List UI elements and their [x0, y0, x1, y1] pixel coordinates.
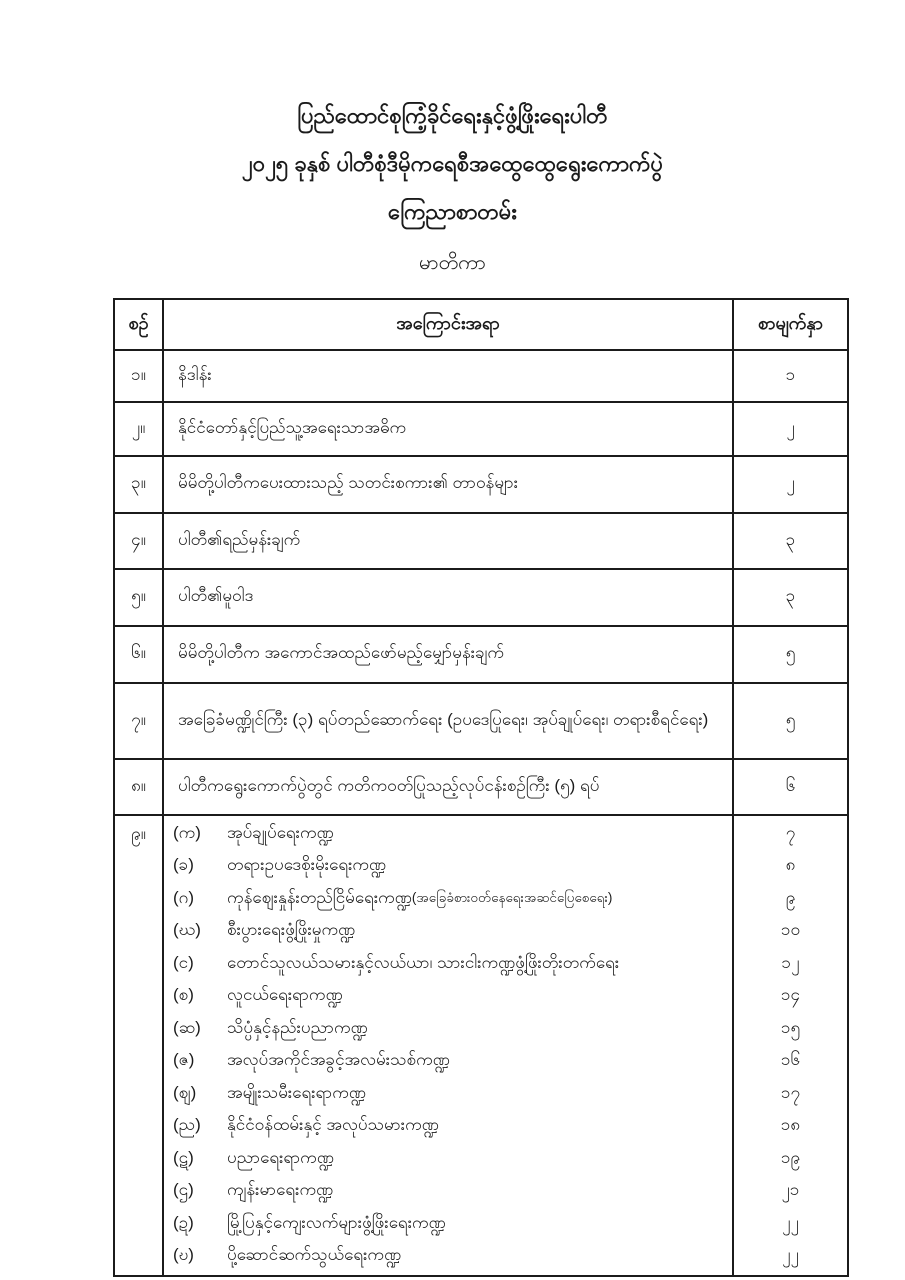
row-page: ၃	[733, 569, 848, 626]
section-item	[173, 948, 722, 981]
section-item-prefix: (ဂ)	[173, 887, 195, 907]
row-page: ၅	[733, 626, 848, 683]
section-item-label: စီးပွားရေးဖွံ့ဖြိုးမှုကဏ္ဍ	[227, 920, 356, 940]
section-item-label: နိုင်ငံဝန်ထမ်းနှင့် အလုပ်သမားကဏ္ဍ	[227, 1115, 439, 1135]
table-row	[114, 683, 848, 759]
section-item-page: ၁၇	[780, 1082, 801, 1102]
section-item-page: ၂၁	[781, 1180, 800, 1200]
section-item-prefix: (စ)	[173, 985, 194, 1005]
row-page: ၁	[733, 350, 848, 402]
section-item	[173, 1208, 722, 1241]
section-item	[173, 1143, 722, 1176]
section-item-label: ပို့ဆောင်ဆက်သွယ်ရေးကဏ္ဍ	[227, 1245, 402, 1265]
section-item-label: တောင်သူလယ်သမားနှင့်လယ်ယာ၊ သားငါးကဏ္ဍဖွံ့ဖြိုးတိုးတက်ရေး	[227, 952, 620, 972]
document-title-block	[0, 92, 905, 286]
row-page: ၂	[733, 456, 848, 513]
section-item	[173, 883, 722, 916]
table-row	[114, 626, 848, 683]
section-item-prefix: (ဎ)	[173, 1245, 194, 1265]
row-page: ၅	[733, 683, 848, 759]
section-page-list	[733, 815, 848, 1276]
row-page: ၂	[733, 402, 848, 456]
section-item-page: ၂၂	[782, 1212, 799, 1232]
section-item-page: ၁၂	[781, 952, 800, 972]
section-item-page: ၂၂	[782, 1245, 799, 1265]
row-number: ၅။	[114, 569, 163, 626]
section-item-page: ၁၉	[780, 1147, 801, 1167]
table-row	[114, 513, 848, 569]
section-item-page: ၁၀	[780, 920, 801, 940]
section-item-label: ကျန်းမာရေးကဏ္ဍ	[227, 1180, 334, 1200]
row-number: ၂။	[114, 402, 163, 456]
section-item-label: အလုပ်အကိုင်အခွင့်အလမ်းသစ်ကဏ္ဍ	[227, 1050, 450, 1070]
section-item-page: ၁၈	[780, 1115, 801, 1135]
section-item-note: (အခြေခံစားဝတ်နေရေးအဆင်ပြေစေရေး)	[411, 890, 613, 906]
table-row	[114, 569, 848, 626]
section-item-prefix: (ဈ)	[173, 1082, 197, 1102]
row-subject: မိမိတို့ပါတီကပေးထားသည့် သတင်းစကား၏ တာဝန်များ	[163, 456, 733, 513]
section-item-page: ၈	[785, 855, 796, 875]
row-number: ၃။	[114, 456, 163, 513]
table-row	[114, 402, 848, 456]
section-list	[163, 815, 733, 1276]
title-line-election-name: ၂၀၂၅ ခုနှစ် ပါတီစုံဒီမိုကရေစီအထွေထွေရွေးကောက်ပွဲ	[241, 151, 664, 176]
section-item-label: သိပ္ပံနှင့်နည်းပညာကဏ္ဍ	[227, 1017, 368, 1037]
section-item-page: ၉	[785, 887, 796, 907]
section-item-prefix: (က)	[173, 822, 201, 842]
row-number: ၄။	[114, 513, 163, 569]
section-item-label: မြို့ပြနှင့်ကျေးလက်များဖွံ့ဖြိုးရေးကဏ္ဍ	[227, 1212, 446, 1232]
section-item-page: ၁၆	[780, 1050, 801, 1070]
section-item-prefix: (ဃ)	[173, 920, 201, 940]
section-item-prefix: (ဋ)	[173, 1147, 194, 1167]
section-item-page: ၁၅	[780, 1017, 801, 1037]
row-number: ၁။	[114, 350, 163, 402]
row-subject: ပါတီ၏ရည်မှန်းချက်	[163, 513, 733, 569]
section-item-prefix: (ည)	[173, 1115, 201, 1135]
row-subject: ပါတီကရွေးကောက်ပွဲတွင် ကတိကဝတ်ပြုသည့်လုပ်ငန်းစဉ်ကြီး (၅) ရပ်	[163, 759, 733, 815]
section-item	[173, 818, 722, 851]
toc-table	[113, 298, 849, 1277]
row-page: ၆	[733, 759, 848, 815]
section-item	[173, 1013, 722, 1046]
section-item-prefix: (ဍ)	[173, 1212, 194, 1232]
section-item	[173, 1176, 722, 1209]
section-item-label: ပညာရေးရာကဏ္ဍ	[227, 1147, 334, 1167]
row-number: ၇။	[114, 683, 163, 759]
row-subject: နိဒါန်း	[163, 350, 733, 402]
section-item-label: ကုန်ဈေးနှုန်းတည်ငြိမ်ရေးကဏ္ဍ	[227, 887, 412, 907]
title-line-party-name: ပြည်ထောင်စုကြံ့ခိုင်ရေးနှင့်ဖွံ့ဖြိုးရေးပါတီ	[297, 103, 608, 128]
row-number: ၈။	[114, 759, 163, 815]
section-item	[173, 981, 722, 1014]
section-item-label: တရားဥပဒေစိုးမိုးရေးကဏ္ဍ	[227, 855, 387, 875]
row-number: ၉။	[114, 815, 163, 1276]
row-subject: မိမိတို့ပါတီက အကောင်အထည်ဖော်မည့်မျှော်မှန်းချက်	[163, 626, 733, 683]
section-item-prefix: (ဌ)	[173, 1180, 194, 1200]
section-item-page: ၁၄	[780, 985, 801, 1005]
table-row-sections	[114, 815, 848, 1276]
col-header-subject: အကြောင်းအရာ	[163, 299, 733, 350]
col-header-no: စဉ်	[114, 299, 163, 350]
table-row	[114, 350, 848, 402]
section-item	[173, 1078, 722, 1111]
section-item	[173, 916, 722, 949]
section-item	[173, 1046, 722, 1079]
section-item-prefix: (င)	[173, 952, 194, 972]
row-subject: အခြေခံမဏ္ဍိုင်ကြီး (၃) ရပ်တည်ဆောက်ရေး (ဥပဒေပြုရေး၊ အုပ်ချုပ်ရေး၊ တရားစီရင်ရေး)	[163, 683, 733, 759]
table-row	[114, 456, 848, 513]
section-item-prefix: (ဆ)	[173, 1017, 201, 1037]
section-item-label: အမျိုးသမီးရေးရာကဏ္ဍ	[227, 1082, 367, 1102]
row-number: ၆။	[114, 626, 163, 683]
row-page: ၃	[733, 513, 848, 569]
table-row	[114, 759, 848, 815]
section-item-label: လူငယ်ရေးရာကဏ္ဍ	[227, 985, 343, 1005]
toc-heading: မာတိကာ	[419, 252, 486, 274]
section-item	[173, 1111, 722, 1144]
row-subject: နိုင်ငံတော်နှင့်ပြည်သူ့အရေးသာအဓိက	[163, 402, 733, 456]
section-item	[173, 1241, 722, 1274]
title-line-manifesto: ကြေညာစာတမ်း	[388, 199, 517, 224]
section-item-prefix: (ခ)	[173, 855, 194, 875]
section-item-prefix: (ဇ)	[173, 1050, 195, 1070]
row-subject: ပါတီ၏မူဝါဒ	[163, 569, 733, 626]
section-item	[173, 851, 722, 884]
section-item-page: ၇	[785, 822, 796, 842]
table-header-row	[114, 299, 848, 350]
col-header-page: စာမျက်နှာ	[733, 299, 848, 350]
section-item-label: အုပ်ချုပ်ရေးကဏ္ဍ	[227, 822, 334, 842]
